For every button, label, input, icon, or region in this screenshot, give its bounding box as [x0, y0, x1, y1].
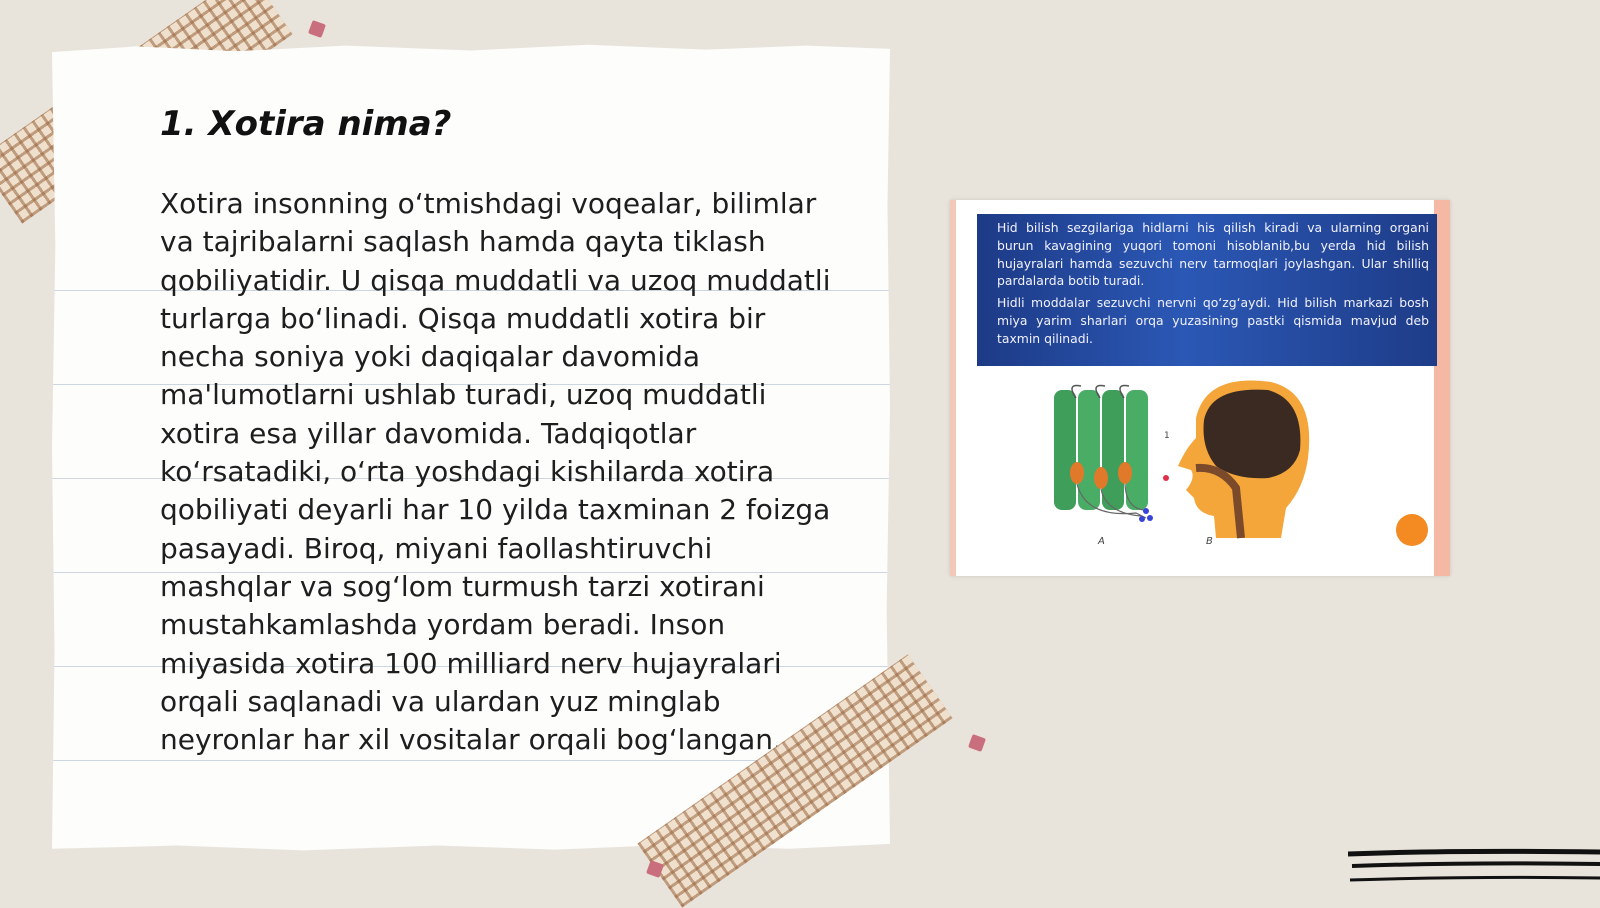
slide-title: 1. Xotira nima? [160, 104, 452, 144]
figure-label-1: 1 [1164, 431, 1170, 441]
figure-label-b: B [1206, 536, 1213, 547]
olfactory-cells-figure [1054, 386, 1153, 548]
slide-body-text: Xotira insonning o‘tmishdagi voqealar, bilimlar va tajribalarni saqlash hamda qayta tiklash qobiliyatidir. U qisqa muddatli va uzoq muddatli turlarga bo‘linadi. Qisqa muddatli xotira bir necha soniya yoki daqiqalar davomida ma'lumotlarni ushlab turadi, uzoq muddatli xotira esa yillar davomida. Tadqiqotlar ko‘rsatadiki, o‘rta yoshdagi kishilarda xotira qobiliyati deyarli har 10 yilda taxminan 2 foizga pasayadi. Biroq, miyani faollashtiruvchi mashqlar va sog‘lom turmush tarzi xotirani mustahkamlashda yordam beradi. Inson miyasida xotira 100 milliard nerv hujayralari orqali saqlanadi va ulardan yuz minglab neyronlar har xil vositalar orqali bog‘langan. [160, 187, 831, 757]
tape-tip-top [308, 20, 326, 38]
head-profile-figure [1163, 381, 1309, 548]
brush-strokes [1348, 848, 1600, 900]
description-box [977, 214, 1437, 366]
orange-dot [1396, 514, 1428, 546]
olfactory-illustration [1046, 378, 1346, 558]
figure-label-a: A [1098, 536, 1105, 547]
image-card [950, 200, 1450, 576]
description-text [997, 219, 1429, 352]
description-paragraph-2: Hidli moddalar sezuvchi nervni qo‘zg‘aydi. Hid bilish markazi bosh miya yarim sharlari orqa yuzasining pastki qismida mavjud deb taxmin qilinadi. [997, 295, 1429, 346]
tape-tip-bottom-right [968, 734, 986, 752]
description-paragraph-1: Hid bilish sezgilariga hidlarni his qilish kiradi va ularning organi burun kavagining yuqori tomoni hisoblanib,bu yerda hid bilish hujayralari hamda sezuvchi nerv tarmoqlari joylashgan. Ular shilliq pardalarda botib turadi. [997, 220, 1429, 289]
card-left-edge [950, 200, 956, 576]
